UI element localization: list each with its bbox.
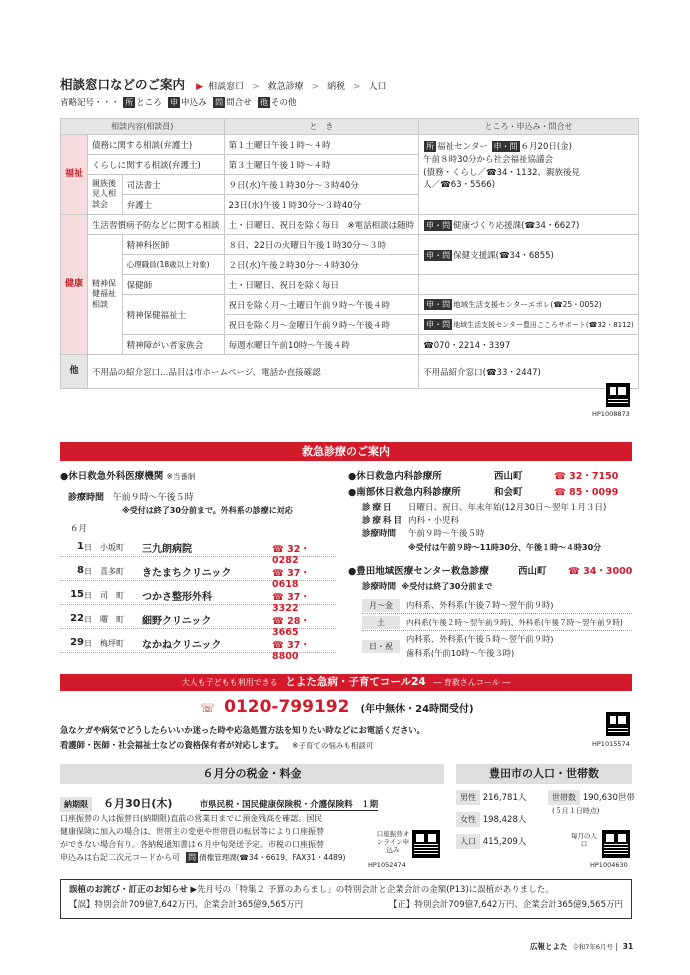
clinic-area: 曙 町 — [100, 615, 124, 624]
table-header-row: 相談内容(相談員) と き ところ・申込み・問合せ — [61, 119, 639, 135]
qr-code-tax[interactable] — [412, 830, 440, 858]
clinic-row: 29 日 梅坪町 なかねクリニック ☎ 37・8800 — [60, 633, 336, 653]
clinic-row: 15 日 司 町 つかさ整形外科 ☎ 37・3322 — [60, 585, 336, 605]
clinic-area: 梅坪町 — [100, 639, 124, 648]
clinic-area: 司 町 — [100, 591, 124, 600]
clinic-row: 22 日 曙 町 細野クリニック ☎ 28・3665 — [60, 609, 336, 629]
clinic-name: つかさ整形外科 — [142, 592, 212, 603]
schedule-holiday: 日・祝 内科系、外科系(午後５時～翌午前９時) 歯科系(午前10時～午後３時) — [362, 631, 632, 661]
section-header: 相談窓口などのご案内 ▶ 相談窓口 > 救急診療 > 納税 > 人口 — [60, 77, 387, 92]
category-welfare: 福祉 — [61, 135, 88, 215]
free-dial-icon: ☏ — [200, 701, 216, 715]
clinic-name: なかねクリニック — [142, 640, 222, 651]
qr-code-call[interactable] — [606, 712, 630, 736]
population-header: 豊田市の人口・世帯数 — [456, 764, 632, 784]
hp-id-call: HP1015574 — [592, 740, 630, 748]
internal-clinic-1: ●休日救急内科診療所 西山町 ☎ 32・7150 — [348, 471, 619, 482]
clinic-day: 29 — [70, 637, 84, 648]
footer: 広報とよた 令和7年6月号 | 31 — [530, 942, 634, 951]
abbreviation-legend: 省略記号・・・ 所 ところ 申 申込み 問 問合せ 他 その他 — [60, 98, 297, 108]
clinic-tel[interactable]: ☎ 28・3665 — [272, 616, 310, 638]
consultation-table — [60, 118, 639, 389]
clinic-day: 1 — [77, 541, 84, 552]
clinic-tel[interactable]: ☎ 37・3322 — [272, 592, 310, 614]
errata-box: 誤植のお詫び・訂正のお知らせ ▶先月号の「特集２ 予算のあらまし」の特別会計と企業会計の金額(P13)に誤植がありました。 【誤】特別会計709億7,642万円、企業会計365億9,565万円 【正】特別会計709億7,642万円、企業会計365億9,565万円 — [60, 879, 632, 919]
clinic-tel[interactable]: ☎ 32・0282 — [272, 544, 310, 566]
table-row: 祝日を除く月～金曜日午前９時～午後４時 申・問 地域生活支援センター豊田こころサポート(☎32・8112) — [61, 315, 639, 335]
call-number-line: ☏ 0120-799192 (年中無休・24時間受付) — [200, 697, 474, 717]
toyota-hours: 診療時間 ※受付は終了30分前まで — [362, 582, 493, 592]
table-row: 保健師 土・日曜日、祝日を除く毎日 — [61, 275, 639, 295]
schedule-saturday: 土 内科系(午後２時～翌午前９時)、外科系(午後７時～翌午前９時) — [362, 614, 632, 631]
internal-clinic-2: ●南部休日救急内科診療所 和会町 ☎ 85・0099 — [348, 487, 619, 498]
clinic-name: 三九朗病院 — [142, 544, 192, 555]
clinic-name: 細野クリニック — [142, 616, 212, 627]
errata-wrong: 【誤】特別会計709億7,642万円、企業会計365億9,565万円 — [69, 900, 304, 910]
table-row: 他 不用品の紹介窓口…品目は市ホームページ、電話か直接確認 不用品紹介窓口(☎33・2447) — [61, 355, 639, 389]
internal-details: 診療日 日曜日、祝日、年末年始(12月30日～翌年１月３日) 診療科目 内科・小児科 診療時間 午前９時～午後５時 ※受付は午前９時～11時30分、午後１時～４時30分 — [362, 503, 607, 552]
clinic-name: きたまちクリニック — [142, 568, 232, 579]
hp-id-tax: HP1052474 — [368, 861, 406, 869]
nav-arrow-icon: ▶ — [196, 82, 204, 92]
category-other: 他 — [61, 355, 88, 389]
clinic-day: 15 — [70, 589, 84, 600]
toyota-center: ●豊田地域医療センター救急診療 西山町 ☎ 34・3000 — [348, 566, 633, 577]
population-qr-label: 毎月の人口 — [571, 832, 597, 848]
qr-code-population[interactable] — [602, 830, 630, 858]
welfare-place: 所 福祉センター 申・問 ６月20日(金) 午前８時30分から社会福祉協議会 (債務・くらし／☎34・1132、親族後見 人／☎63・5566) — [419, 135, 639, 215]
table-row: 弁護士 23日(水)午後１時30分～３時40分 — [61, 195, 639, 215]
table-row: 親族後見人相談会 司法書士 ９日(水)午後１時30分～３時40分 — [61, 175, 639, 195]
clinic-tel[interactable]: ☎ 37・8800 — [272, 640, 310, 662]
page-number: 31 — [622, 942, 634, 951]
page-title: 相談窓口などのご案内 — [60, 77, 186, 92]
tax-deadline: 納期限 ６月30日(木) 市県民税・国民健康保険税・介護保険料 １期 — [60, 792, 444, 812]
table-row: 精神障がい者家族会 毎週水曜日午前10時～午後４時 ☎070・2214・3397 — [61, 335, 639, 355]
tax-header: ６月分の税金・料金 — [60, 764, 444, 784]
hp-id-other: HP1008873 — [592, 410, 630, 418]
qr-code-other[interactable] — [606, 383, 630, 407]
surgery-month: ６月 — [70, 524, 88, 534]
nav-item-tax[interactable]: 納税 — [327, 82, 346, 92]
call-description: 急なケガや病気でどうしたらいいか迷った時や応急処置方法を知りたい時などにお電話ください。 看護師・医師・社会福祉士などの資格保有者が対応します。 ※子育ての悩みも相談可 — [60, 725, 425, 750]
surgery-title: ●休日救急外科医療機関 ※当番制 — [60, 471, 196, 482]
nav-item-consult[interactable]: 相談窓口 — [208, 82, 245, 92]
hp-id-population: HP1004630 — [590, 861, 628, 869]
nav-item-emergency[interactable]: 救急診療 — [267, 82, 304, 92]
tax-body: 口座振替の人は振替日(納期限)直前の営業日までに預金残高を確認。国民 健康保険に加入の場合は、世帯主の変更や世帯員の転居等により口座振替 ができない場合有り。各納税通知書は６月中旬発送予定。市税の口座振替 申込みは右記二次元コードから可 問 債権管理課(☎34・6619、FAX31・4489) — [60, 814, 346, 862]
table-row: 精神保健福祉士 祝日を除く月～土曜日午前９時～午後４時 申・問 地域生活支援センターエポレ(☎25・0052) — [61, 295, 639, 315]
clinic-row: 8 日 喜多町 きたまちクリニック ☎ 37・0618 — [60, 561, 336, 581]
table-row: 心理職員(18歳以上対象) ２日(水)午後２時30分～４時30分 — [61, 255, 639, 275]
clinic-day: 8 — [77, 565, 84, 576]
errata-right: 【正】特別会計709億7,642万円、企業会計365億9,565万円 — [388, 900, 623, 910]
surgery-note: ※受付は終了30分前まで。外科系の診療に対応 — [122, 506, 293, 515]
clinic-day: 22 — [70, 613, 84, 624]
clinic-tel[interactable]: ☎ 37・0618 — [272, 568, 310, 590]
toyota-schedule — [362, 597, 632, 661]
nav-item-population[interactable]: 人口 — [368, 82, 387, 92]
tax-qr-label: 口座振替オンライン申込み — [376, 830, 410, 854]
table-row: くらしに関する相談(弁護士) 第３土曜日午後１時～４時 — [61, 155, 639, 175]
clinic-area: 喜多町 — [100, 567, 124, 576]
emergency-banner: 救急診療のご案内 — [60, 442, 632, 461]
clinic-area: 小坂町 — [100, 543, 124, 552]
category-health: 健康 — [61, 215, 88, 355]
call-number[interactable]: 0120-799192 — [224, 697, 350, 717]
schedule-weekday: 月～金 内科系、外科系(午後７時～翌午前９時) — [362, 597, 632, 614]
table-row: 健康 生活習慣病予防などに関する相談 土・日曜日、祝日を除く毎日 ※電話相談は随時 申・問 健康づくり応援課(☎34・6627) — [61, 215, 639, 235]
clinic-row: 1 日 小坂町 三九朗病院 ☎ 32・0282 — [60, 537, 336, 557]
surgery-hours: 診療時間 午前９時～午後５時 — [68, 493, 194, 503]
table-row: 精神保健福祉相談 精神科医師 ８日、22日の火曜日午後１時30分～３時 申・問 保健支援課(☎34・6855) — [61, 235, 639, 255]
call-banner: 大人も子どもも利用できる とよた急病・子育てコール24 ― 育救さんコール ― — [60, 674, 632, 691]
table-row: 福祉 債務に関する相談(弁護士) 第１土曜日午後１時～４時 所 福祉センター 申・問 ６月20日(金) 午前８時30分から社会福祉協議会 (債務・くらし／☎34・1132、親族後見 人／☎63・5566) — [61, 135, 639, 155]
